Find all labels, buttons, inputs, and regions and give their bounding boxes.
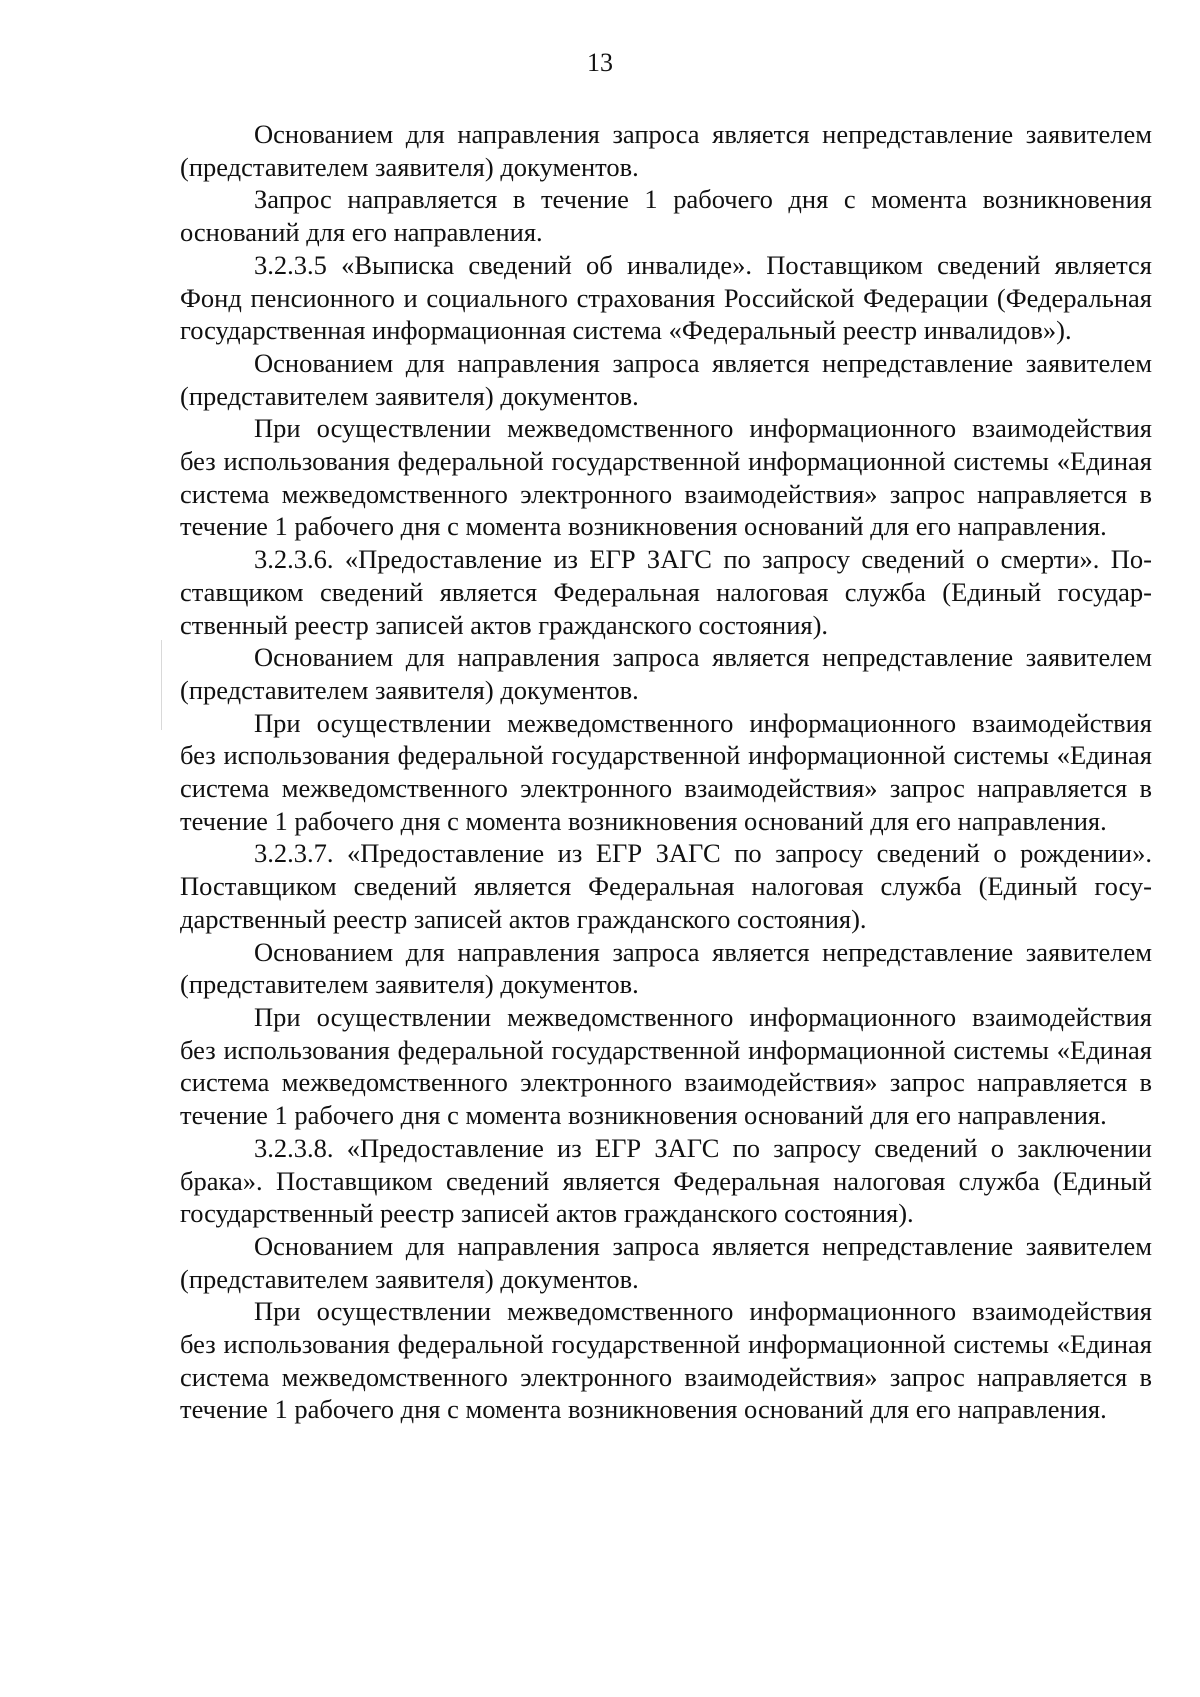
paragraph-request-timing-1: Запрос направляется в течение 1 рабочего дня с момента возникновения оснований для его направления. (180, 184, 1152, 248)
paragraph-interaction-2: При осуществлении межведомственного информационного взаимодействия без использования федеральной государственной информационной системы «Единая система межведомственного электронного взаимодействия» запрос направляется в течение 1 рабочего дня с момента возникновения оснований для его направления. (180, 707, 1152, 836)
paragraph-section-3-2-3-8: 3.2.3.8. «Предоставление из ЕГР ЗАГС по запросу сведений о заключении брака». Поставщиком сведений является Федеральная налоговая служба (Единый государственный реестр записей актов гражданского состояния). (180, 1132, 1152, 1229)
paragraph-basis-5: Основанием для направления запроса является непредставление заявителем (представителем заявителя) документов. (180, 1230, 1152, 1294)
page-number: 13 (587, 48, 613, 77)
paragraph-interaction-3: При осуществлении межведомственного информационного взаимодействия без использования федеральной государственной информационной системы «Единая система межведомственного электронного взаимодействия» запрос направляется в течение 1 рабочего дня с момента возникновения оснований для его направления. (180, 1001, 1152, 1131)
paragraph-basis-3: Основанием для направления запроса является непредставление заявителем (представителем заявителя) документов. (180, 642, 1152, 705)
scan-artifact-line (161, 640, 162, 730)
paragraph-basis-2: Основанием для направления запроса является непредставление заявителем (представителем заявителя) документов. (180, 347, 1152, 411)
paragraph-section-3-2-3-7: 3.2.3.7. «Предоставление из ЕГР ЗАГС по запросу сведений о рождении». Поставщиком сведений является Федеральная налоговая служба (Единый государственный реестр записей актов гражданского состояния). (180, 838, 1152, 934)
paragraph-section-3-2-3-6: 3.2.3.6. «Предоставление из ЕГР ЗАГС по запросу сведений о смерти». Поставщиком сведений является Федеральная налоговая служба (Единый государственный реестр записей актов гражданского состояния). (180, 544, 1152, 640)
paragraph-basis-1: Основанием для направления запроса является непредставление заявителем (представителем заявителя) документов. (180, 119, 1152, 182)
paragraph-section-3-2-3-5: 3.2.3.5 «Выписка сведений об инвалиде». Поставщиком сведений является Фонд пенсионного и социального страхования Российской Федерации (Федеральная государственная информационная система «Федеральный реестр инвалидов»). (180, 249, 1152, 346)
paragraph-interaction-1: При осуществлении межведомственного информационного взаимодействия без использования федеральной государственной информационной системы «Единая система межведомственного электронного взаимодействия» запрос направляется в течение 1 рабочего дня с момента возникновения оснований для его направления. (180, 413, 1152, 542)
document-body (180, 118, 1152, 1426)
paragraph-interaction-4: При осуществлении межведомственного информационного взаимодействия без использования федеральной государственной информационной системы «Единая система межведомственного электронного взаимодействия» запрос направляется в течение 1 рабочего дня с момента возникновения оснований для его направления. (180, 1296, 1152, 1425)
paragraph-basis-4: Основанием для направления запроса является непредставление заявителем (представителем заявителя) документов. (180, 936, 1152, 1000)
